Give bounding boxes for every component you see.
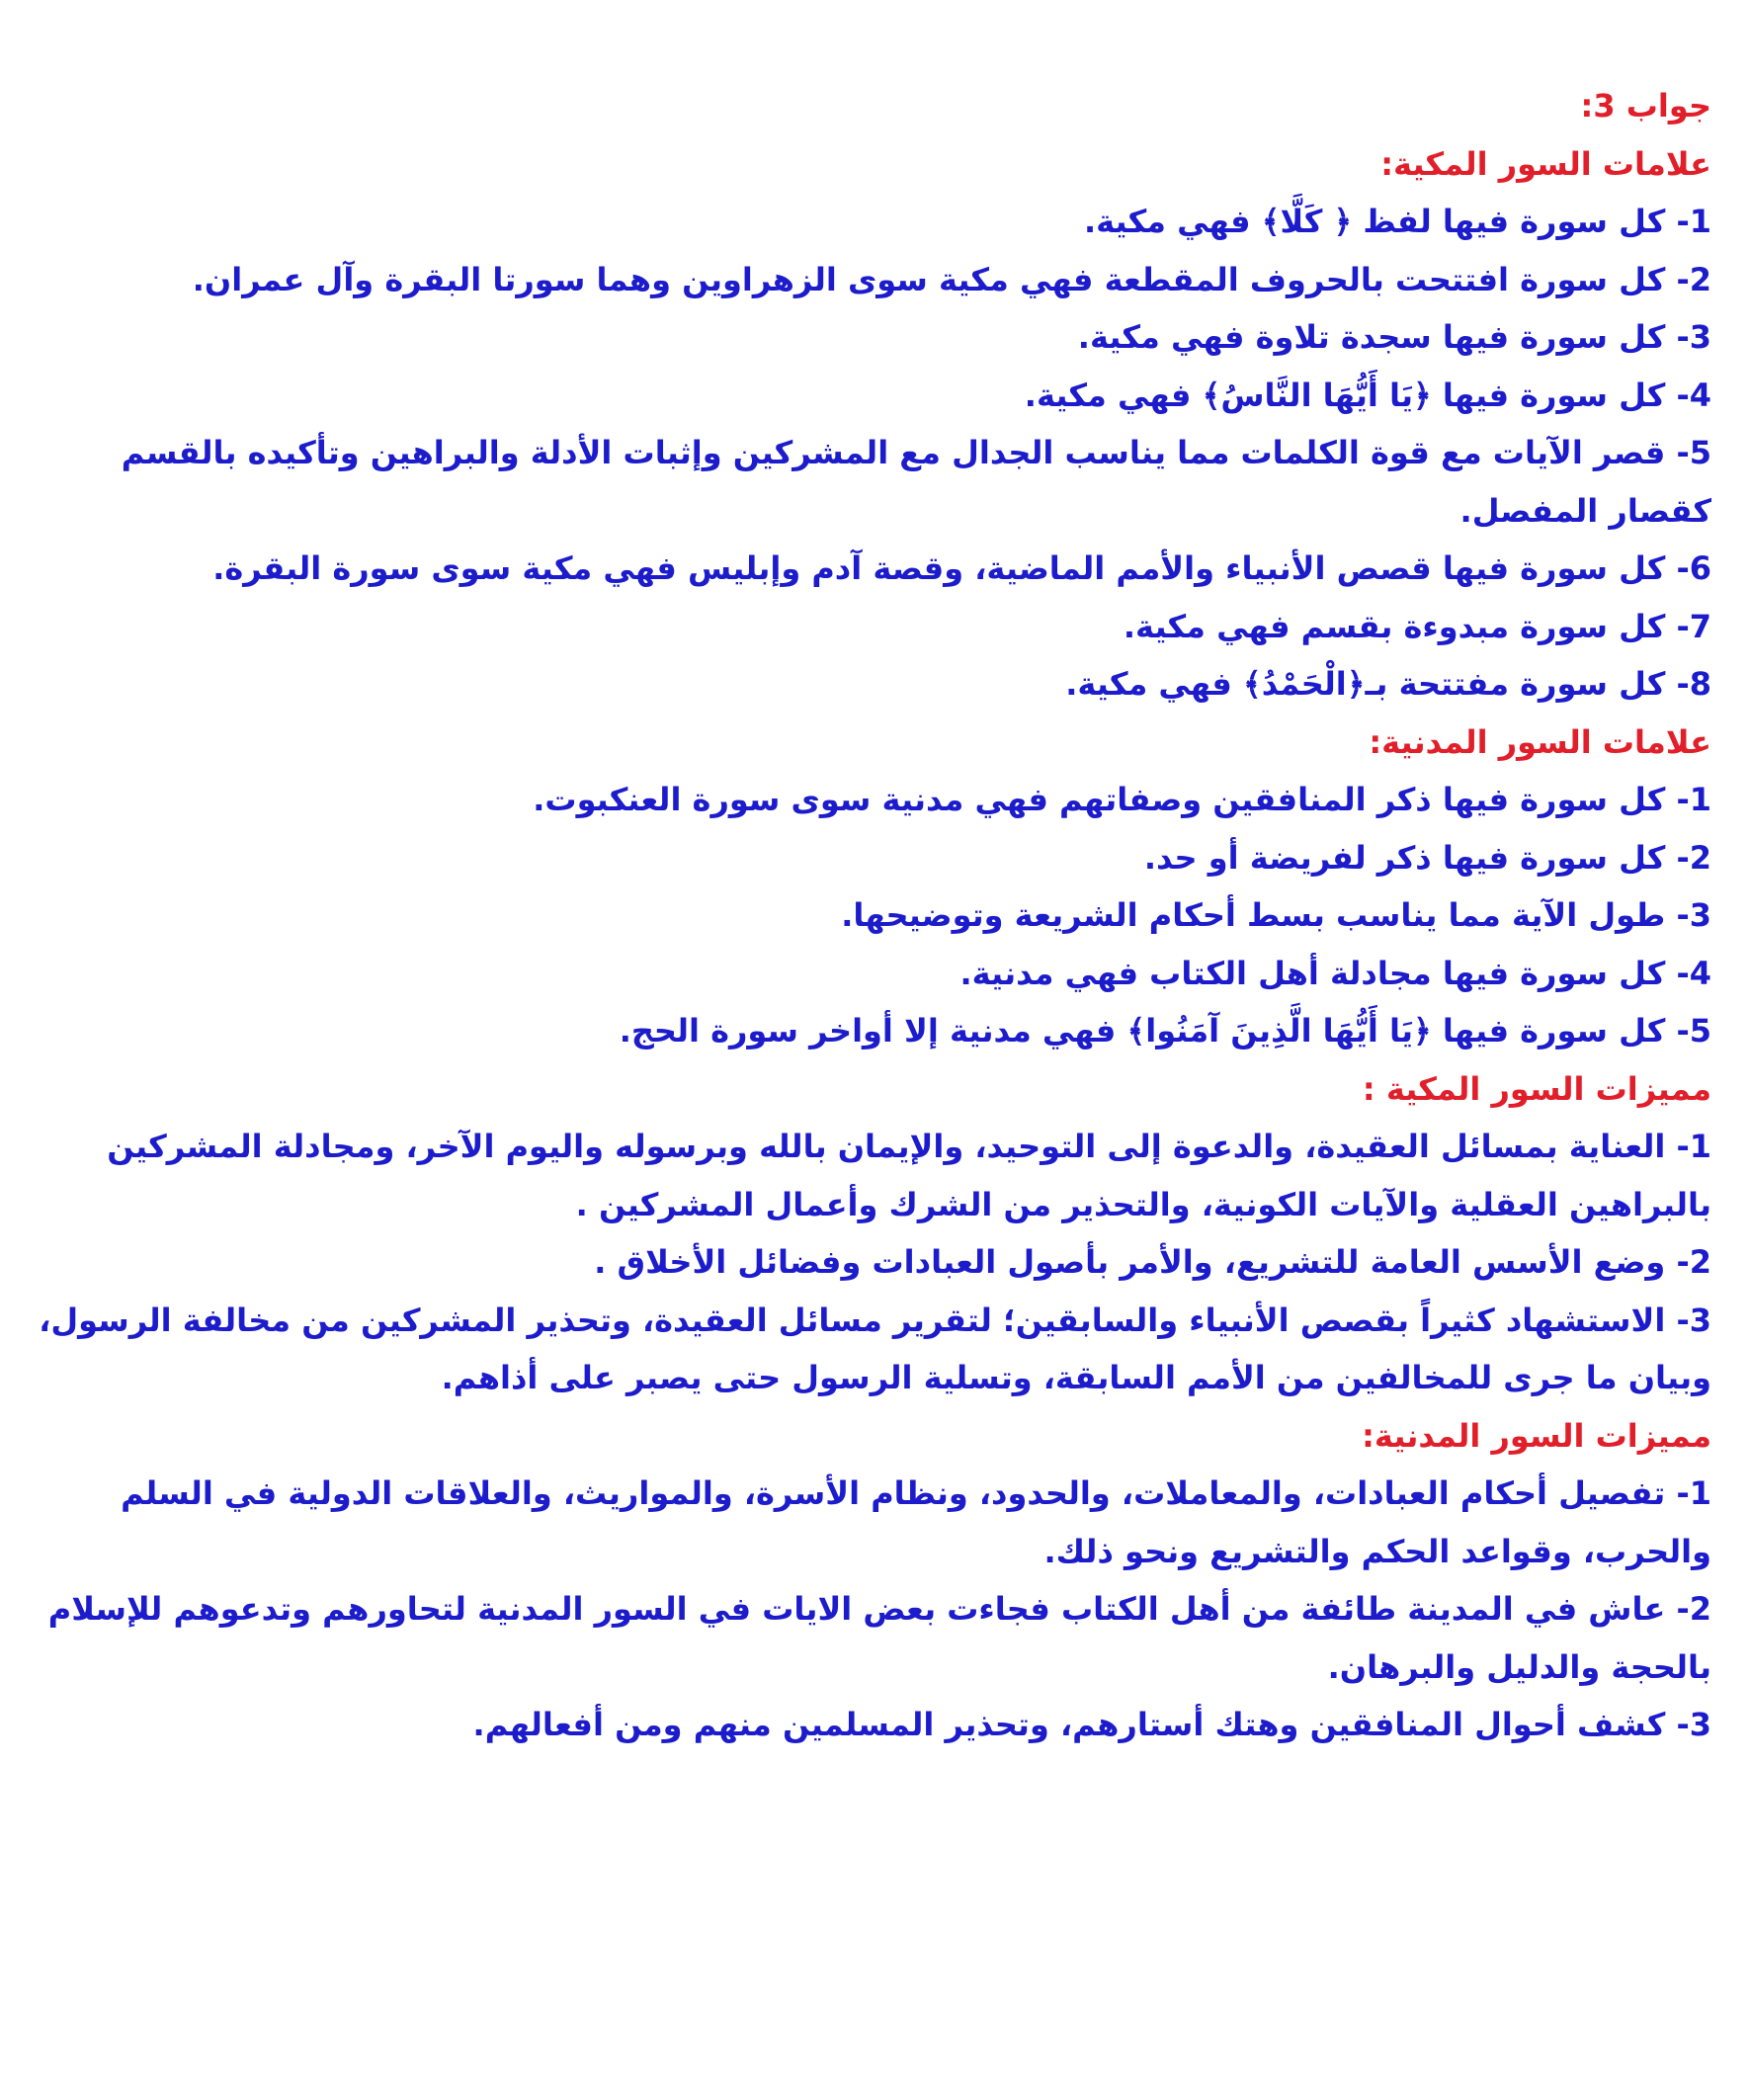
meccan-feature-item: 1- العناية بمسائل العقيدة، والدعوة إلى التوحيد، والإيمان بالله وبرسوله واليوم الآخر، ومجادلة المشركين بالبراهين العقلية والآيات الكونية، والتحذير من الشرك وأعمال المشركين .	[107, 1128, 1711, 1223]
meccan-feature-item: 2- وضع الأسس العامة للتشريع، والأمر بأصول العبادات وفضائل الأخلاق .	[594, 1243, 1711, 1281]
meccan-sign-item: 1- كل سورة فيها لفظ ﴿ كَلَّا﴾ فهي مكية.	[1083, 203, 1711, 240]
medinan-sign-item: 2- كل سورة فيها ذكر لفريضة أو حد.	[1143, 838, 1711, 877]
section-heading-meccan-features: مميزات السور المكية :	[1362, 1069, 1711, 1108]
meccan-sign-item: 6- كل سورة فيها قصص الأنبياء والأمم الماضية، وقصة آدم وإبليس فهي مكية سوى سورة البقرة.	[212, 549, 1711, 587]
answer-title: جواب 3:	[1580, 87, 1711, 125]
meccan-sign-item: 8- كل سورة مفتتحة بـ﴿الْحَمْدُ﴾ فهي مكية.	[1065, 665, 1711, 703]
medinan-feature-item: 3- كشف أحوال المنافقين وهتك أستارهم، وتحذير المسلمين منهم ومن أفعالهم.	[472, 1706, 1711, 1743]
medinan-sign-item: 4- كل سورة فيها مجادلة أهل الكتاب فهي مدنية.	[959, 954, 1711, 992]
section-heading-medinan-signs: علامات السور المدنية:	[1369, 722, 1711, 761]
medinan-sign-item: 5- كل سورة فيها ﴿يَا أَيُّهَا الَّذِينَ آمَنُوا﴾ فهي مدنية إلا أواخر سورة الحج.	[619, 1012, 1711, 1050]
medinan-sign-item: 3- طول الآية مما يناسب بسط أحكام الشريعة وتوضيحها.	[841, 896, 1711, 934]
section-heading-medinan-features: مميزات السور المدنية:	[1362, 1416, 1711, 1455]
meccan-sign-item: 7- كل سورة مبدوءة بقسم فهي مكية.	[1123, 607, 1711, 645]
answer-document	[32, 77, 1711, 1754]
meccan-sign-item: 5- قصر الآيات مع قوة الكلمات مما يناسب الجدال مع المشركين وإثبات الأدلة والبراهين وتأكيده بالقسم كقصار المفصل.	[121, 434, 1711, 530]
meccan-sign-item: 4- كل سورة فيها ﴿يَا أَيُّهَا النَّاسُ﴾ فهي مكية.	[1024, 376, 1711, 414]
medinan-sign-item: 1- كل سورة فيها ذكر المنافقين وصفاتهم فهي مدنية سوى سورة العنكبوت.	[533, 781, 1711, 818]
meccan-sign-item: 3- كل سورة فيها سجدة تلاوة فهي مكية.	[1077, 318, 1711, 356]
medinan-feature-item: 1- تفصيل أحكام العبادات، والمعاملات، والحدود، ونظام الأسرة، والمواريث، والعلاقات الدولية في السلم والحرب، وقواعد الحكم والتشريع ونحو ذلك.	[121, 1474, 1711, 1570]
medinan-feature-item: 2- عاش في المدينة طائفة من أهل الكتاب فجاءت بعض الايات في السور المدنية لتحاورهم وتدعوهم للإسلام بالحجة والدليل والبرهان.	[47, 1590, 1711, 1686]
meccan-sign-item: 2- كل سورة افتتحت بالحروف المقطعة فهي مكية سوى الزهراوين وهما سورتا البقرة وآل عمران.	[192, 260, 1711, 298]
meccan-feature-item: 3- الاستشهاد كثيراً بقصص الأنبياء والسابقين؛ لتقرير مسائل العقيدة، وتحذير المشركين من مخالفة الرسول، وبيان ما جرى للمخالفين من الأمم السابقة، وتسلية الرسول حتى يصبر على أذاهم.	[39, 1301, 1711, 1396]
section-heading-meccan-signs: علامات السور المكية:	[1380, 144, 1711, 183]
